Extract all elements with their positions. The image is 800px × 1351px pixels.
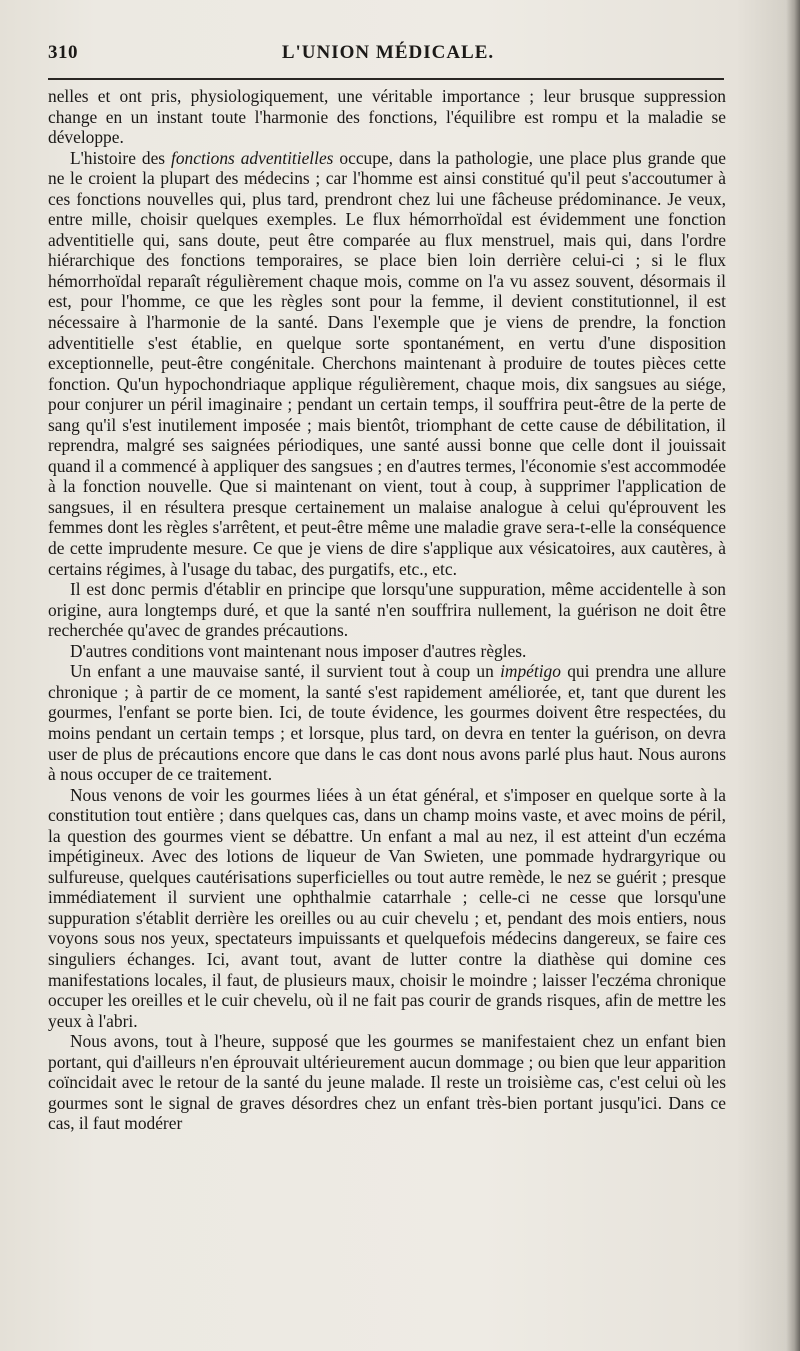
body-text [48,86,726,1134]
paragraph: L'histoire des fonctions adventitielles occupe, dans la pathologie, une place plus grande que ne le croient la plupart des médecins ; car l'homme est ainsi constitué qu'il peut s'accoutumer à ces fonctions nouvelles qui, plus tard, prendront chez lui une fâcheuse prédominance. Je veux, entre mille, choisir quelques exemples. Le flux hémorrhoïdal est évidemment une fonction adventitielle qui, sans doute, peut être comparée au flux menstruel, mais qui, dans l'ordre hiérarchique des fonctions temporaires, se place bien loin derrière celui-ci ; si le flux hémorrhoïdal reparaît régulièrement chaque mois, comme on l'a vu assez souvent, désormais il est, pour l'homme, ce que les règles sont pour la femme, il devient constitutionnel, il est nécessaire à l'harmonie de la santé. Dans l'exemple que je viens de prendre, la fonction adventitielle s'est établie, en quelque sorte spontanément, en vertu d'une disposition exceptionnelle, peut-être congénitale. Cherchons maintenant à produire de toutes pièces cette fonction. Qu'un hypochondriaque applique régulièrement, chaque mois, dix sangsues au siége, pour conjurer un péril imaginaire ; pendant un certain temps, il souffrira peut-être de la perte de sang qu'il s'est inutilement imposée ; mais bientôt, triomphant de cette cause de débilitation, il reprendra, malgré ses saignées périodiques, une santé aussi bonne que celle dont il jouissait quand il a commencé à appliquer des sangsues ; en d'autres termes, l'économie s'est accommodée à la fonction nouvelle. Que si maintenant on vient, tout à coup, à supprimer l'application de sangsues, il en résultera presque certainement un malaise analogue à celui qu'éprouvent les femmes dont les règles s'arrêtent, et peut-être même une maladie grave sera-t-elle la conséquence de cette imprudente mesure. Ce que je viens de dire s'applique aux vésicatoires, aux cautères, à certains régimes, à l'usage du tabac, des purgatifs, etc., etc. [48,147,726,579]
paragraph: Nous avons, tout à l'heure, supposé que les gourmes se manifestaient chez un enfant bien portant, qui d'ailleurs n'en éprouvait ultérieurement aucun dommage ; ou bien que leur apparition coïncidait avec le retour de la santé du jeune malade. Il reste un troisième cas, c'est celui où les gourmes sont le signal de graves désordres chez un enfant très-bien portant jusqu'ici. Dans ce cas, il faut modérer [48,1031,726,1134]
paragraph: nelles et ont pris, physiologiquement, une véritable importance ; leur brusque suppression change en un instant toute l'harmonie des fonctions, l'équilibre est rompu et la maladie se développe. [48,86,726,148]
paragraph: D'autres conditions vont maintenant nous imposer d'autres règles. [70,640,527,661]
header-rule [48,78,724,80]
paragraph: Il est donc permis d'établir en principe que lorsqu'une suppuration, même accidentelle à son origine, aura longtemps duré, et que la santé n'en souffrira nullement, la guérison ne doit être recherchée qu'avec de grandes précautions. [48,579,726,641]
running-title: L'UNION MÉDICALE. [281,42,495,63]
italic-term: fonctions adventitielles [171,147,334,168]
page-edge-shadow [786,0,800,1351]
paragraph: Un enfant a une mauvaise santé, il survient tout à coup un impétigo qui prendra une allure chronique ; à partir de ce moment, la santé s'est rapidement améliorée, et, tant que durent les gourmes, l'enfant se porte bien. Ici, de toute évidence, les gourmes doivent être respectées, du moins pendant un certain temps ; et lorsque, plus tard, on devra en tenter la guérison, on devra user de plus de précautions encore que dans le cas dont nous avons parlé plus haut. Nous aurons à nous occuper de ce traitement. [48,661,727,785]
italic-term: impétigo [500,661,561,682]
page-number: 310 [48,42,78,63]
paragraph: Nous venons de voir les gourmes liées à un état général, et s'imposer en quelque sorte à la constitution tout entière ; dans quelques cas, dans un champ moins vaste, et avec moins de péril, la question des gourmes vient se débattre. Un enfant a mal au nez, il est atteint d'un eczéma impétigineux. Avec des lotions de liqueur de Van Swieten, une pommade hydrargyrique ou sulfureuse, quelques cautérisations superficielles ou tout autre remède, le nez se guérit ; presque immédiatement il survient une ophthalmie catarrhale ; celle-ci ne cesse que lorsqu'une suppuration s'établit derrière les oreilles ou au cuir chevelu ; et, pendant des mois entiers, nous voyons sous nos yeux, spectateurs impuissants et quelquefois médecins dangereux, se faire ces singuliers échanges. Ici, avant tout, avant de lutter contre la diathèse qui domine ces manifestations locales, il faut, de plusieurs maux, choisir le moindre ; laisser l'eczéma chronique occuper les oreilles et le cuir chevelu, où il ne fait pas courir de grands risques, afin de mettre les yeux à l'abri. [48,784,726,1031]
page-header [48,36,728,72]
